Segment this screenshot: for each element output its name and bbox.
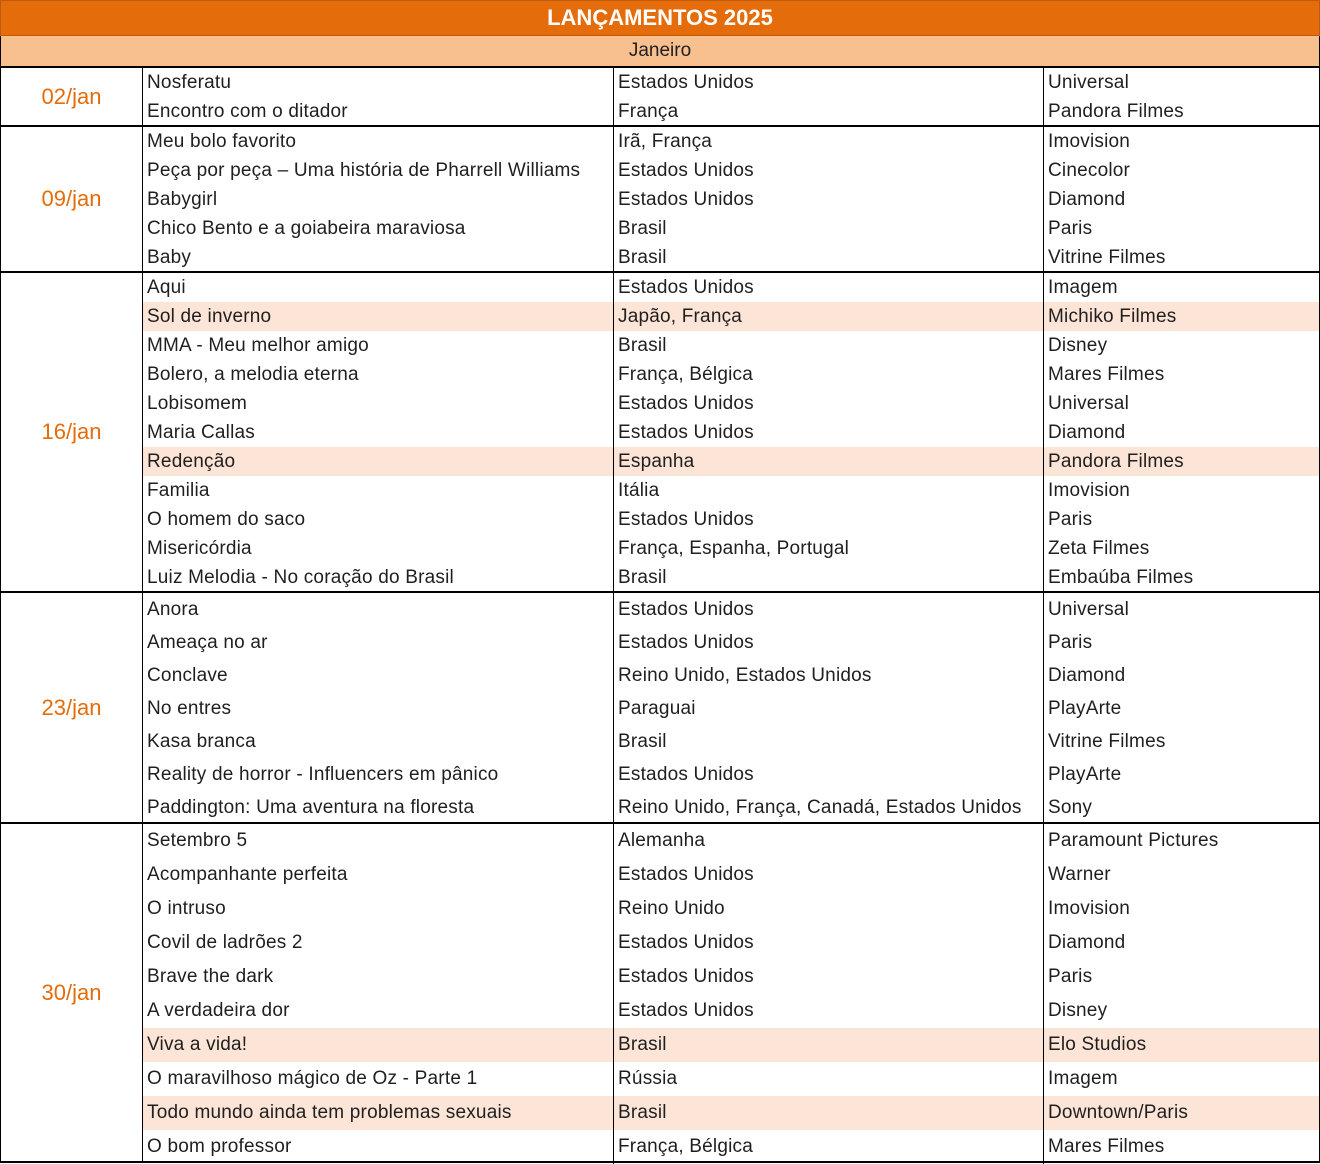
release-group — [0, 271, 1320, 591]
table-row — [143, 659, 1319, 692]
movie-distributor: Imagem — [1048, 276, 1118, 298]
table-row — [143, 476, 1319, 505]
movie-country: França, Bélgica — [614, 360, 1044, 389]
movie-country: Estados Unidos — [614, 156, 1044, 185]
movie-distributor: Universal — [1048, 392, 1129, 414]
table-row — [143, 626, 1319, 659]
movie-distributor: Diamond — [1048, 421, 1126, 443]
movie-title: Redenção — [143, 447, 614, 476]
movie-title: Conclave — [143, 659, 614, 692]
movie-title: Maria Callas — [143, 418, 614, 447]
movie-distributor: Paramount Pictures — [1048, 830, 1219, 851]
movie-country: França, Espanha, Portugal — [614, 534, 1044, 563]
table-row — [143, 892, 1319, 926]
group-rows — [143, 273, 1319, 591]
release-date: 30/jan — [1, 824, 143, 1161]
release-date: 23/jan — [1, 593, 143, 822]
movie-country: Irã, França — [614, 127, 1044, 156]
movie-distributor: Pandora Filmes — [1048, 100, 1184, 122]
table-row — [143, 243, 1319, 272]
table-row — [143, 1062, 1319, 1096]
movie-title: Viva a vida! — [143, 1028, 614, 1062]
movie-distributor: Imovision — [1048, 898, 1131, 919]
movie-title: Familia — [143, 476, 614, 505]
movie-country: Estados Unidos — [614, 273, 1044, 302]
table-row — [143, 185, 1319, 214]
movie-country: Brasil — [614, 725, 1044, 758]
table-row — [143, 791, 1319, 824]
movie-country: Reino Unido, França, Canadá, Estados Unidos — [614, 791, 1044, 824]
movie-distributor: Paris — [1048, 966, 1093, 987]
group-rows — [143, 68, 1319, 125]
movie-country: Estados Unidos — [614, 389, 1044, 418]
table-row — [143, 331, 1319, 360]
table-row — [143, 97, 1319, 126]
movie-title: Babygirl — [143, 185, 614, 214]
movie-title: O bom professor — [143, 1130, 614, 1164]
movie-country: Estados Unidos — [614, 418, 1044, 447]
movie-country: Estados Unidos — [614, 758, 1044, 791]
movie-country: Brasil — [614, 1028, 1044, 1062]
movie-title: Sol de inverno — [143, 302, 614, 331]
table-row — [143, 302, 1319, 331]
movie-country: Estados Unidos — [614, 926, 1044, 960]
movie-title: Brave the dark — [143, 960, 614, 994]
movie-distributor: Downtown/Paris — [1048, 1102, 1189, 1123]
movie-title: Ameaça no ar — [143, 626, 614, 659]
table-row — [143, 1130, 1319, 1164]
movie-distributor: Mares Filmes — [1048, 1136, 1165, 1157]
movie-country: Rússia — [614, 1062, 1044, 1096]
movie-title: MMA - Meu melhor amigo — [143, 331, 614, 360]
movie-distributor: Vitrine Filmes — [1048, 730, 1166, 752]
movie-title: Kasa branca — [143, 725, 614, 758]
release-group — [0, 125, 1320, 271]
table-row — [143, 994, 1319, 1028]
table-row — [143, 214, 1319, 243]
release-date: 16/jan — [1, 273, 143, 591]
movie-country: Reino Unido, Estados Unidos — [614, 659, 1044, 692]
movie-country: Reino Unido — [614, 892, 1044, 926]
table-row — [143, 758, 1319, 791]
movie-distributor: Diamond — [1048, 932, 1126, 953]
table-row — [143, 593, 1319, 626]
movie-title: Bolero, a melodia eterna — [143, 360, 614, 389]
movie-title: Paddington: Uma aventura na floresta — [143, 791, 614, 824]
movie-distributor: Diamond — [1048, 664, 1126, 686]
movie-country: Estados Unidos — [614, 994, 1044, 1028]
movie-title: O intruso — [143, 892, 614, 926]
movie-distributor: Vitrine Filmes — [1048, 246, 1166, 268]
movie-country: Estados Unidos — [614, 593, 1044, 626]
release-group — [0, 591, 1320, 822]
movie-title: Setembro 5 — [143, 824, 614, 858]
movie-country: Brasil — [614, 563, 1044, 592]
movie-country: Espanha — [614, 447, 1044, 476]
table-row — [143, 273, 1319, 302]
movie-distributor: Imovision — [1048, 130, 1131, 152]
table-row — [143, 824, 1319, 858]
table-row — [143, 389, 1319, 418]
movie-title: Acompanhante perfeita — [143, 858, 614, 892]
movie-distributor: Imovision — [1048, 479, 1131, 501]
group-rows — [143, 127, 1319, 271]
table-row — [143, 725, 1319, 758]
table-row — [143, 505, 1319, 534]
movie-title: Meu bolo favorito — [143, 127, 614, 156]
table-row — [143, 1028, 1319, 1062]
month-header: Janeiro — [0, 36, 1320, 66]
movie-distributor: Pandora Filmes — [1048, 450, 1184, 472]
movie-country: Itália — [614, 476, 1044, 505]
table-row — [143, 858, 1319, 892]
table-row — [143, 960, 1319, 994]
table-row — [143, 563, 1319, 592]
movie-title: Encontro com o ditador — [143, 97, 614, 126]
movie-distributor: Elo Studios — [1048, 1034, 1147, 1055]
table-row — [143, 534, 1319, 563]
movie-title: Todo mundo ainda tem problemas sexuais — [143, 1096, 614, 1130]
movie-distributor: PlayArte — [1048, 763, 1122, 785]
movie-country: França, Bélgica — [614, 1130, 1044, 1164]
movie-title: A verdadeira dor — [143, 994, 614, 1028]
movie-title: O maravilhoso mágico de Oz - Parte 1 — [143, 1062, 614, 1096]
sheet-title: LANÇAMENTOS 2025 — [0, 0, 1320, 36]
movie-distributor: Universal — [1048, 598, 1129, 620]
movie-distributor: Imagem — [1048, 1068, 1118, 1089]
group-rows — [143, 824, 1319, 1161]
movie-country: Estados Unidos — [614, 960, 1044, 994]
table-row — [143, 68, 1319, 97]
movie-distributor: PlayArte — [1048, 697, 1122, 719]
group-rows — [143, 593, 1319, 822]
release-date: 02/jan — [1, 68, 143, 125]
movie-distributor: Universal — [1048, 71, 1129, 93]
movie-country: Estados Unidos — [614, 505, 1044, 534]
movie-country: França — [614, 97, 1044, 126]
movie-distributor: Mares Filmes — [1048, 363, 1165, 385]
table-row — [143, 926, 1319, 960]
release-group — [0, 66, 1320, 125]
movie-title: Chico Bento e a goiabeira maraviosa — [143, 214, 614, 243]
movie-country: Brasil — [614, 1096, 1044, 1130]
movie-title: No entres — [143, 692, 614, 725]
movie-title: Reality de horror - Influencers em pânico — [143, 758, 614, 791]
movie-country: Estados Unidos — [614, 185, 1044, 214]
movie-distributor: Warner — [1048, 864, 1111, 885]
movie-distributor: Paris — [1048, 217, 1093, 239]
movie-title: Lobisomem — [143, 389, 614, 418]
movie-title: Peça por peça – Uma história de Pharrell Williams — [143, 156, 614, 185]
movie-title: Nosferatu — [143, 68, 614, 97]
movie-country: Brasil — [614, 214, 1044, 243]
movie-title: Baby — [143, 243, 614, 272]
table-row — [143, 447, 1319, 476]
movie-title: O homem do saco — [143, 505, 614, 534]
movie-title: Misericórdia — [143, 534, 614, 563]
movie-title: Aqui — [143, 273, 614, 302]
movie-country: Paraguai — [614, 692, 1044, 725]
release-date: 09/jan — [1, 127, 143, 271]
movie-distributor: Paris — [1048, 508, 1093, 530]
movie-title: Luiz Melodia - No coração do Brasil — [143, 563, 614, 592]
movie-distributor: Disney — [1048, 334, 1108, 356]
movie-country: Estados Unidos — [614, 626, 1044, 659]
table-row — [143, 1096, 1319, 1130]
release-group — [0, 822, 1320, 1163]
movie-distributor: Michiko Filmes — [1048, 305, 1177, 327]
movie-country: Estados Unidos — [614, 68, 1044, 97]
movie-country: Alemanha — [614, 824, 1044, 858]
movie-country: Brasil — [614, 243, 1044, 272]
movie-country: Estados Unidos — [614, 858, 1044, 892]
table-row — [143, 360, 1319, 389]
movie-distributor: Cinecolor — [1048, 159, 1131, 181]
movie-title: Covil de ladrões 2 — [143, 926, 614, 960]
movie-distributor: Diamond — [1048, 188, 1126, 210]
table-row — [143, 156, 1319, 185]
movie-country: Brasil — [614, 331, 1044, 360]
movie-country: Japão, França — [614, 302, 1044, 331]
movie-title: Anora — [143, 593, 614, 626]
movie-distributor: Zeta Filmes — [1048, 537, 1150, 559]
movie-distributor: Embaúba Filmes — [1048, 566, 1194, 588]
movie-distributor: Disney — [1048, 1000, 1108, 1021]
movie-distributor: Paris — [1048, 631, 1093, 653]
table-row — [143, 127, 1319, 156]
table-row — [143, 418, 1319, 447]
movie-distributor: Sony — [1048, 796, 1093, 818]
table-row — [143, 692, 1319, 725]
